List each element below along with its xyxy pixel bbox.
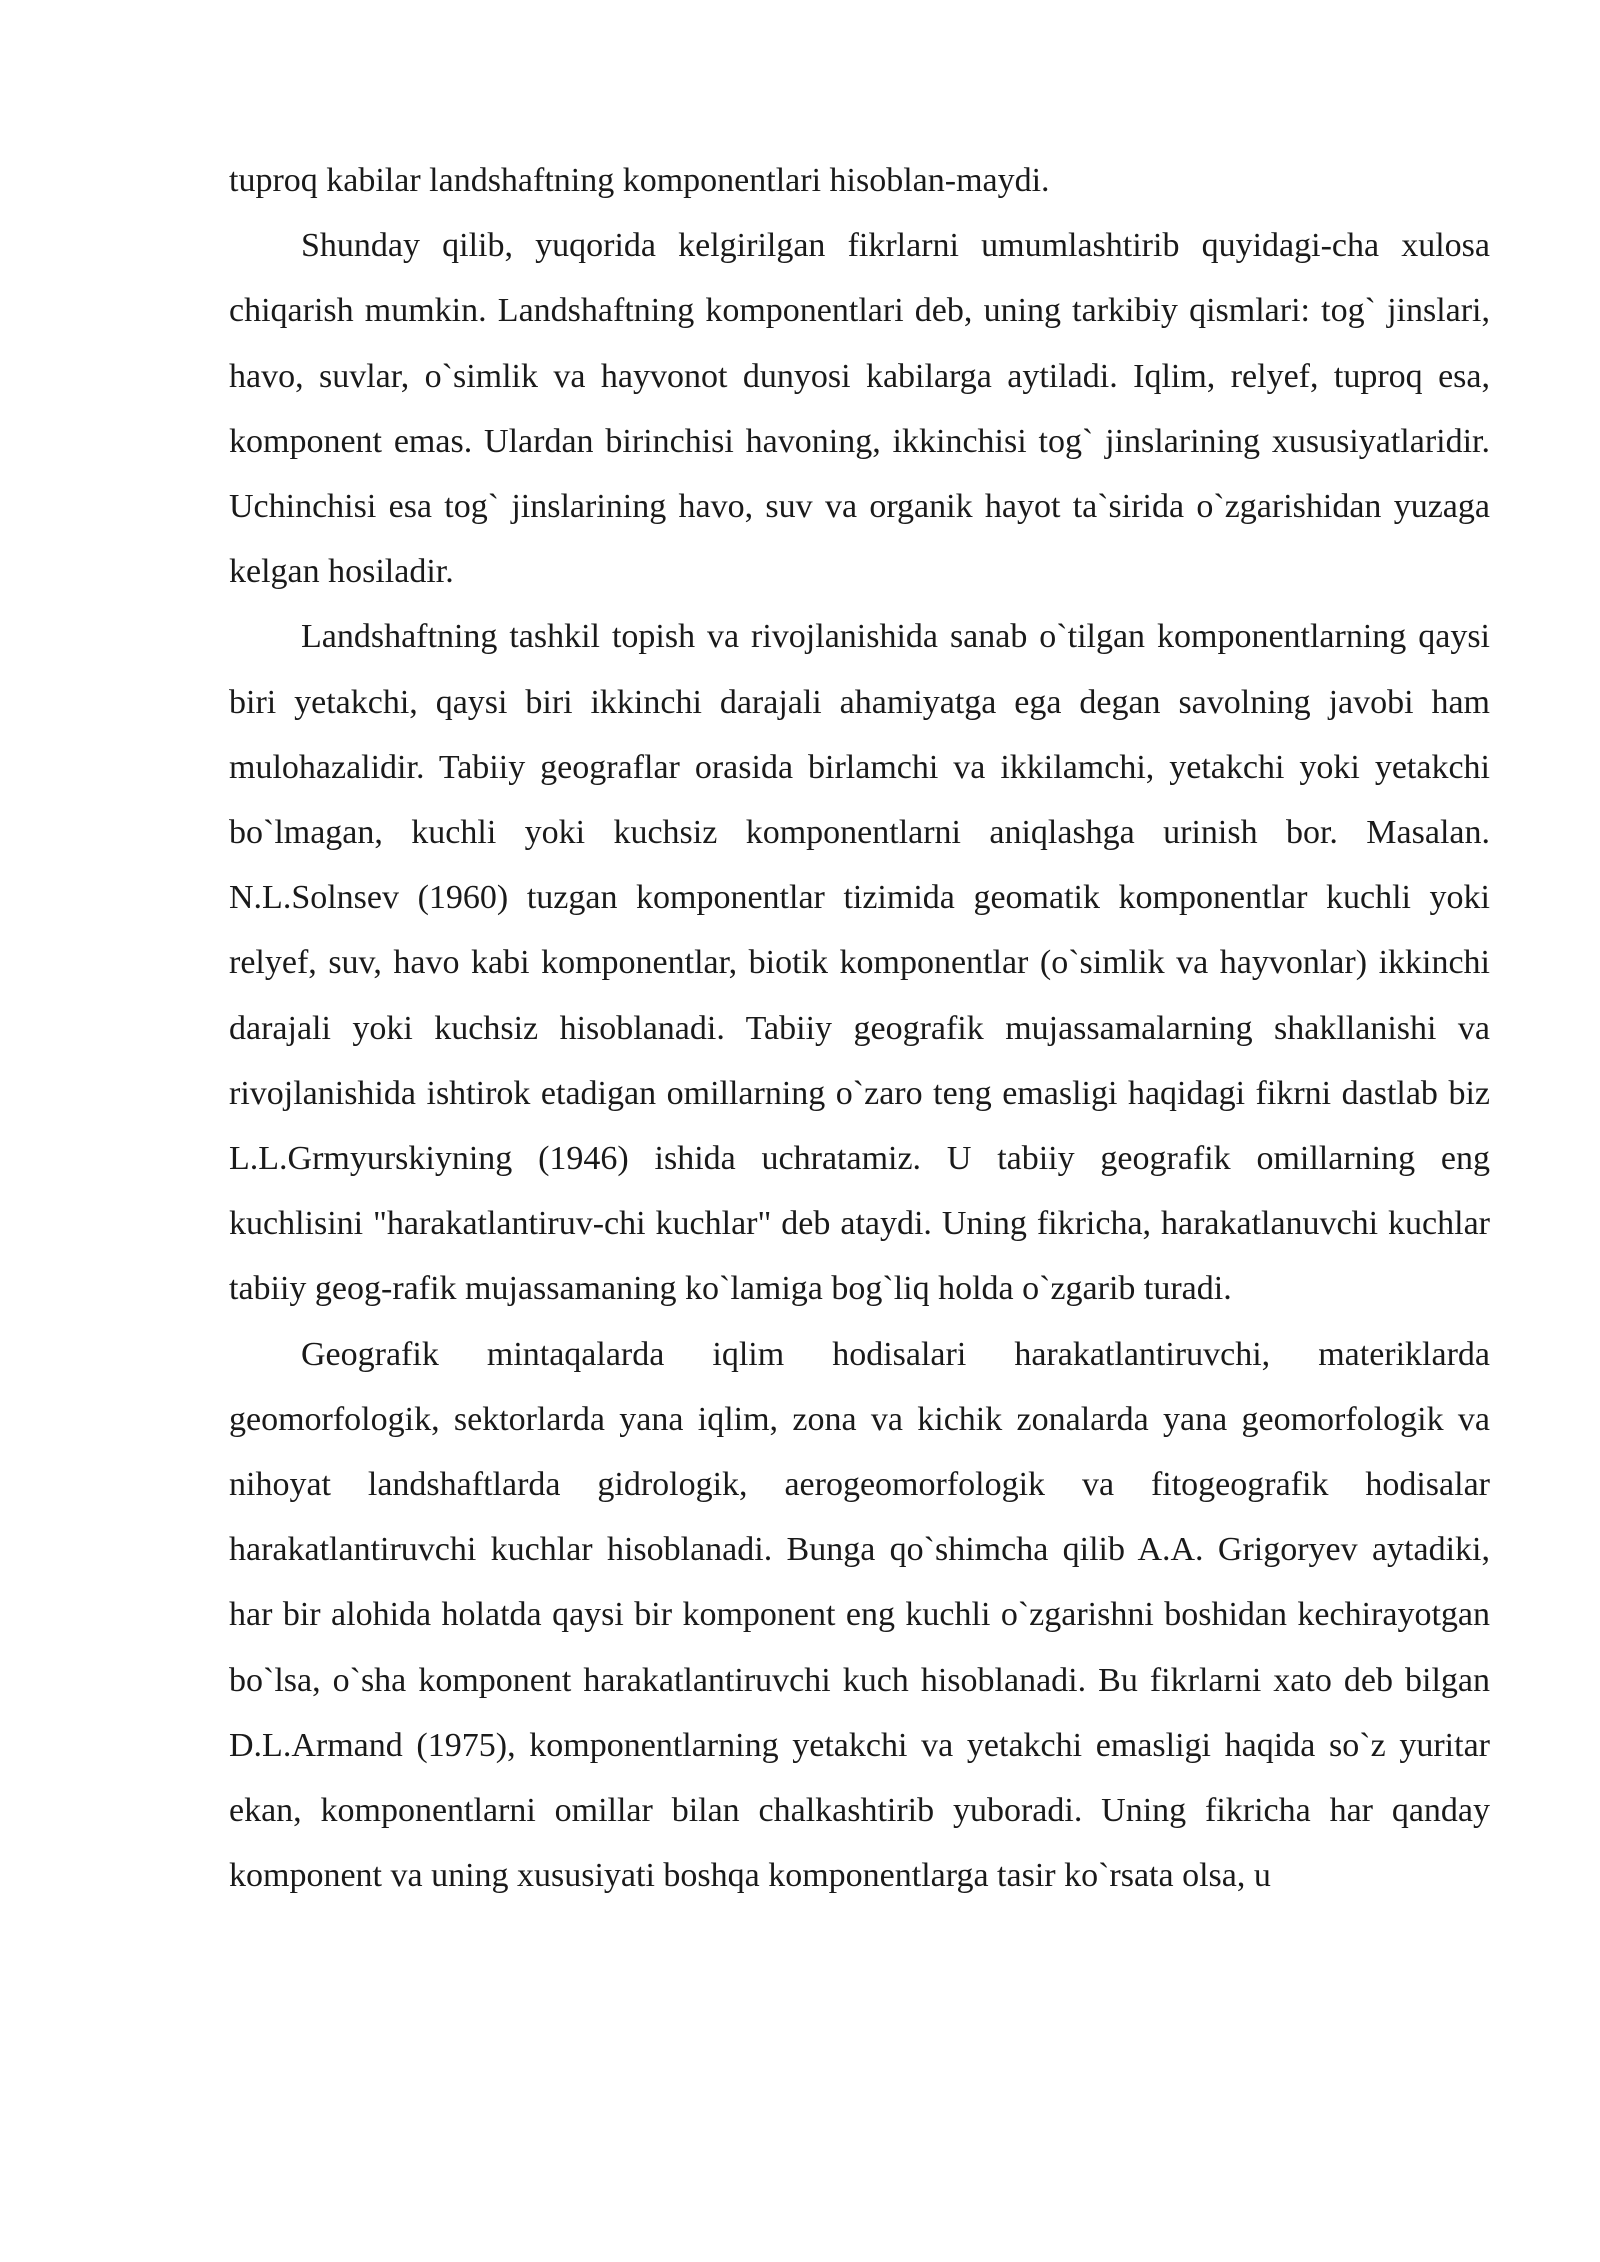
document-page [229, 148, 1490, 1908]
paragraph-leading-components: Landshaftning tashkil topish va rivojlanishida sanab o`tilgan komponentlarning qaysi biri yetakchi, qaysi biri ikkinchi darajali ahamiyatga ega degan savolning javobi ham mulohazalidir. Tabiiy geograflar orasida birlamchi va ikkilamchi, yetakchi yoki yetakchi bo`lmagan, kuchli yoki kuchsiz komponentlarni aniqlashga urinish bor. Masalan. N.L.Solnsev (1960) tuzgan komponentlar tizimida geomatik komponentlar kuchli yoki relyef, suv, havo kabi komponentlar, biotik komponentlar (o`simlik va hayvonlar) ikkinchi darajali yoki kuchsiz hisoblanadi. Tabiiy geografik mujassamalarning shakllanishi va rivojlanishida ishtirok etadigan omillarning o`zaro teng emasligi haqidagi fikrni dastlab biz L.L.Grmyurskiyning (1946) ishida uchratamiz. U tabiiy geografik omillarning eng kuchlisini "harakatlantiruv-chi kuchlar" deb ataydi. Uning fikricha, harakatlanuvchi kuchlar tabiiy geog-rafik mujassamaning ko`lamiga bog`liq holda o`zgarib turadi. [229, 618, 1490, 1308]
paragraph-component-definition: Shunday qilib, yuqorida kelgirilgan fikrlarni umumlashtirib quyidagi-cha xulosa chiqarish mumkin. Landshaftning komponentlari deb, uning tarkibiy qismlari: tog` jinslari, havo, suvlar, o`simlik va hayvonot dunyosi kabilarga aytiladi. Iqlim, relyef, tuproq esa, komponent emas. Ulardan birinchisi havoning, ikkinchisi tog` jinslarining xususiyatlaridir. Uchinchisi esa tog` jinslarining havo, suv va organik hayot ta`sirida o`zgarishidan yuzaga kelgan hosiladir. [229, 227, 1490, 591]
paragraph-driving-forces: Geografik mintaqalarda iqlim hodisalari harakatlantiruvchi, materiklarda geomorfologik, sektorlarda yana iqlim, zona va kichik zonalarda yana geomorfologik va nihoyat landshaftlarda gidrologik, aerogeomorfologik va fitogeografik hodisalar harakatlantiruvchi kuchlar hisoblanadi. Bunga qo`shimcha qilib A.A. Grigoryev aytadiki, har bir alohida holatda qaysi bir komponent eng kuchli o`zgarishni boshidan kechirayotgan bo`lsa, o`sha komponent harakatlantiruvchi kuch hisoblanadi. Bu fikrlarni xato deb bilgan D.L.Armand (1975), komponentlarning yetakchi va yetakchi emasligi haqida so`z yuritar ekan, komponentlarni omillar bilan chalkashtirib yuboradi. Uning fikricha har qanday komponent va uning xususiyati boshqa komponentlarga tasir ko`rsata olsa, u [229, 1335, 1490, 1895]
paragraph-continuation: tuproq kabilar landshaftning komponentlari hisoblan-maydi. [229, 162, 1050, 199]
